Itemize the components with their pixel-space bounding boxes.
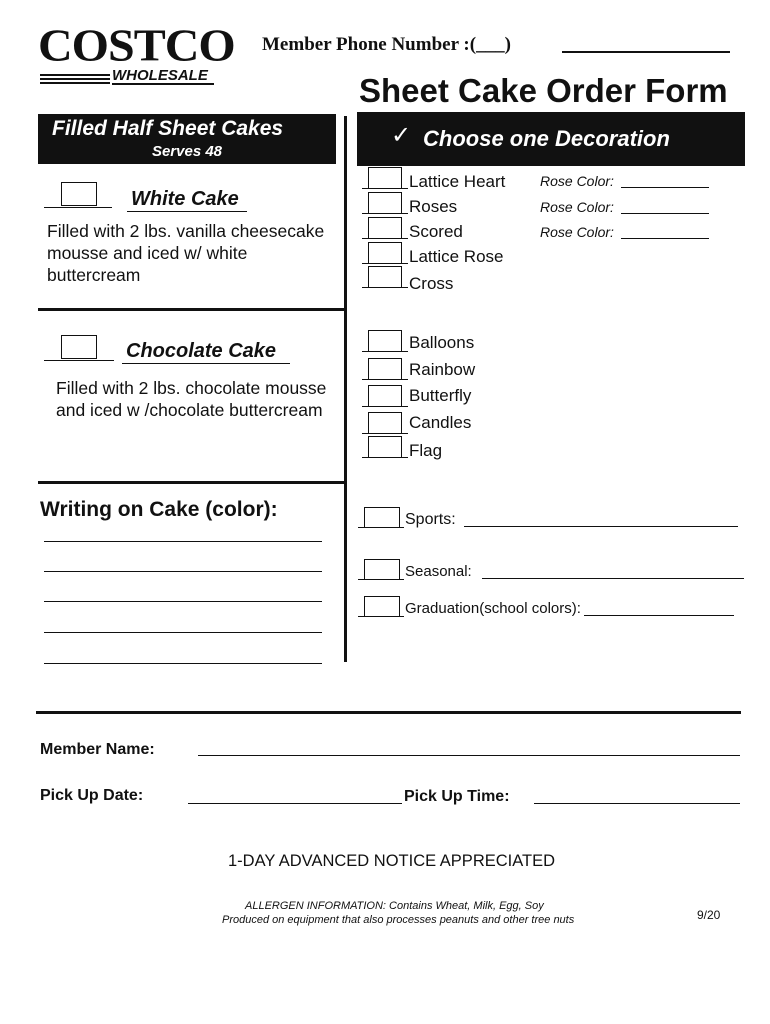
decoration-blank: [362, 188, 408, 189]
cakes-serves: Serves 48: [151, 143, 223, 160]
decoration-heading: Choose one Decoration: [423, 126, 670, 151]
decoration-blank: [362, 406, 408, 407]
allergen-equipment: Produced on equipment that also processes peanuts and other tree nuts: [222, 914, 575, 926]
wholesale-logo-text: WHOLESALE: [112, 68, 214, 85]
white-cake-title: White Cake: [127, 188, 247, 212]
form-version: 9/20: [697, 908, 721, 922]
member-separator: [36, 711, 741, 714]
sports-label: Sports:: [405, 511, 456, 528]
seasonal-blank: [358, 579, 404, 580]
decoration-blank: [362, 457, 408, 458]
member-phone-field[interactable]: [562, 51, 730, 53]
decoration-blank: [362, 351, 408, 352]
graduation-blank: [358, 616, 404, 617]
rose-color-label: Rose Color:: [540, 224, 614, 240]
rose-color-field[interactable]: [621, 187, 709, 188]
decoration-checkbox[interactable]: [368, 242, 402, 264]
chocolate-cake-blank: [44, 360, 114, 361]
graduation-checkbox[interactable]: [364, 596, 400, 617]
costco-logo-text: COSTCO: [38, 20, 235, 71]
decoration-checkbox[interactable]: [368, 266, 402, 288]
seasonal-checkbox[interactable]: [364, 559, 400, 580]
decoration-blank: [362, 263, 408, 264]
cake-separator: [38, 308, 344, 311]
white-cake-description: Filled with 2 lbs. vanilla cheesecake mousse and iced w/ white buttercream: [47, 221, 325, 285]
rose-color-label: Rose Color:: [540, 199, 614, 215]
form-title: Sheet Cake Order Form: [359, 72, 728, 109]
rose-color-label: Rose Color:: [540, 173, 614, 189]
chocolate-cake-title: Chocolate Cake: [122, 340, 290, 364]
allergen-info: ALLERGEN INFORMATION: Contains Wheat, Milk, Egg, Soy: [245, 900, 544, 912]
decoration-checkbox[interactable]: [368, 217, 402, 239]
decoration-option-label: Lattice Heart: [409, 172, 506, 191]
decoration-option-label: Candles: [409, 413, 472, 432]
sports-field[interactable]: [464, 526, 738, 527]
decoration-option-label: Balloons: [409, 333, 475, 352]
chocolate-cake-checkbox[interactable]: [61, 335, 97, 359]
writing-label: Writing on Cake (color):: [40, 498, 278, 521]
cakes-header: [38, 114, 336, 164]
decoration-checkbox[interactable]: [368, 192, 402, 214]
writing-separator: [38, 481, 344, 484]
pickup-time-label: Pick Up Time:: [404, 788, 510, 805]
decoration-header: [357, 112, 745, 166]
decoration-blank: [362, 379, 408, 380]
decoration-checkbox[interactable]: [368, 358, 402, 380]
logo-stripes: [40, 74, 110, 86]
decoration-checkbox[interactable]: [368, 385, 402, 407]
decoration-checkbox[interactable]: [368, 330, 402, 352]
writing-line[interactable]: [44, 663, 322, 664]
decoration-option-label: Butterfly: [409, 386, 472, 405]
decoration-blank: [362, 238, 408, 239]
cakes-heading: Filled Half Sheet Cakes: [52, 117, 284, 140]
pickup-time-field[interactable]: [534, 803, 740, 804]
check-icon: ✓: [391, 122, 412, 149]
white-cake-checkbox[interactable]: [61, 182, 97, 206]
decoration-option-label: Cross: [409, 274, 454, 293]
writing-line[interactable]: [44, 632, 322, 633]
advance-notice: 1-DAY ADVANCED NOTICE APPRECIATED: [228, 852, 556, 870]
member-name-field[interactable]: [198, 755, 740, 756]
decoration-option-label: Roses: [409, 197, 458, 216]
decoration-option-label: Flag: [409, 441, 443, 460]
writing-line[interactable]: [44, 541, 322, 542]
member-phone-label: Member Phone Number :(___): [262, 34, 511, 55]
decoration-option-label: Scored: [409, 222, 463, 241]
seasonal-field[interactable]: [482, 578, 744, 579]
decoration-checkbox[interactable]: [368, 167, 402, 189]
decoration-option-label: Lattice Rose: [409, 247, 504, 266]
sports-checkbox[interactable]: [364, 507, 400, 528]
column-divider: [344, 116, 347, 662]
writing-line[interactable]: [44, 571, 322, 572]
chocolate-cake-description: Filled with 2 lbs. chocolate mousse and iced w /chocolate buttercream: [56, 378, 327, 420]
decoration-blank: [362, 287, 408, 288]
graduation-field[interactable]: [584, 615, 734, 616]
graduation-label: Graduation(school colors):: [405, 600, 581, 617]
decoration-option-label: Rainbow: [409, 360, 476, 379]
decoration-checkbox[interactable]: [368, 436, 402, 458]
decoration-blank: [362, 213, 408, 214]
seasonal-label: Seasonal:: [405, 563, 472, 580]
pickup-date-label: Pick Up Date:: [40, 787, 144, 804]
writing-line[interactable]: [44, 601, 322, 602]
white-cake-blank: [44, 207, 112, 208]
sports-blank: [358, 527, 404, 528]
rose-color-field[interactable]: [621, 213, 709, 214]
rose-color-field[interactable]: [621, 238, 709, 239]
member-name-label: Member Name:: [40, 741, 155, 758]
decoration-checkbox[interactable]: [368, 412, 402, 434]
pickup-date-field[interactable]: [188, 803, 402, 804]
decoration-blank: [362, 433, 408, 434]
